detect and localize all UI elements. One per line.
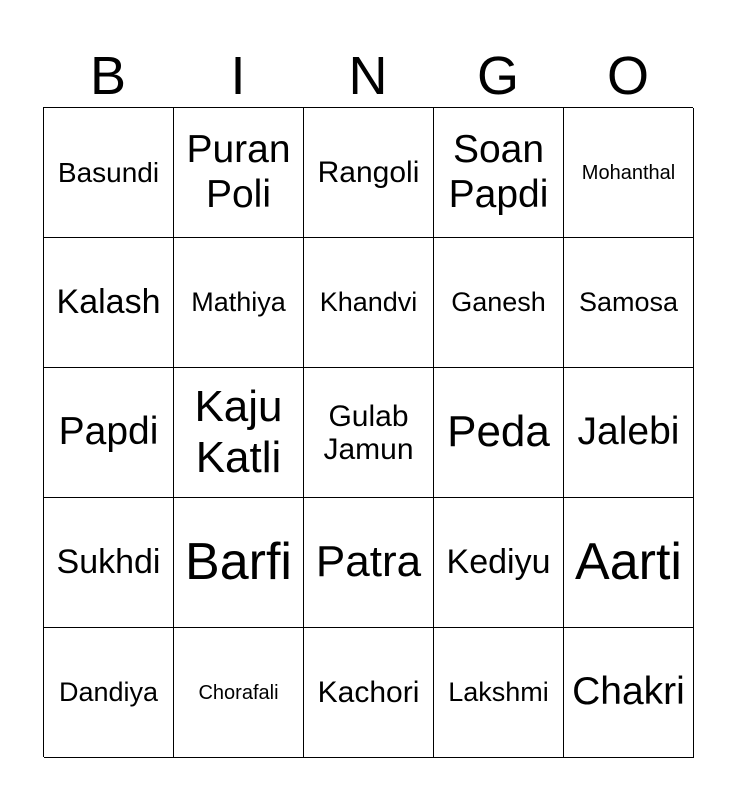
header-letter-b: B (89, 46, 127, 106)
cell-label: Basundi (57, 156, 160, 188)
bingo-cell[interactable] (434, 628, 564, 758)
cell-label: Samosa (578, 287, 679, 318)
cell-label: Dandiya (58, 677, 159, 708)
bingo-cell[interactable] (304, 368, 434, 498)
cell-label: Peda (447, 407, 550, 457)
bingo-card-grid (43, 107, 693, 757)
cell-label: Mathiya (191, 287, 286, 318)
cell-label: Sukhdi (56, 542, 161, 581)
cell-label: Rangoli (317, 156, 420, 189)
bingo-cell[interactable] (564, 498, 694, 628)
cell-label: Aarti (575, 532, 682, 591)
bingo-cell[interactable] (44, 628, 174, 758)
cell-label: Mohanthal (581, 161, 676, 184)
bingo-cell[interactable] (44, 108, 174, 238)
bingo-cell[interactable] (434, 238, 564, 368)
header-letter-o: O (606, 46, 649, 106)
bingo-cell[interactable] (174, 498, 304, 628)
bingo-cell[interactable] (304, 238, 434, 368)
bingo-cell[interactable] (564, 108, 694, 238)
header-letter-n: N (348, 46, 388, 106)
bingo-cell[interactable] (174, 108, 304, 238)
cell-label: Chorafali (198, 681, 279, 704)
bingo-cell[interactable] (564, 628, 694, 758)
bingo-cell[interactable] (44, 368, 174, 498)
cell-label: Puran Poli (186, 127, 291, 216)
cell-label: Papdi (58, 410, 159, 454)
bingo-cell[interactable] (174, 628, 304, 758)
cell-label: Kediyu (446, 542, 551, 581)
header-letter-g: G (476, 46, 519, 106)
cell-label: Barfi (185, 532, 292, 591)
bingo-cell[interactable] (564, 238, 694, 368)
bingo-cell[interactable] (304, 108, 434, 238)
bingo-cell[interactable] (304, 498, 434, 628)
bingo-header (43, 44, 693, 108)
bingo-cell[interactable] (44, 498, 174, 628)
bingo-cell[interactable] (434, 368, 564, 498)
cell-label: Chakri (572, 670, 685, 714)
cell-label: Khandvi (319, 287, 418, 318)
bingo-cell[interactable] (304, 628, 434, 758)
bingo-cell[interactable] (434, 498, 564, 628)
bingo-cell[interactable] (44, 238, 174, 368)
cell-label: Kaju Katli (194, 381, 283, 482)
bingo-cell[interactable] (434, 108, 564, 238)
cell-label: Patra (315, 537, 422, 587)
bingo-cell[interactable] (174, 368, 304, 498)
cell-label: Kachori (317, 676, 420, 709)
cell-label: Lakshmi (448, 676, 549, 707)
cell-label: Gulab Jamun (323, 399, 414, 466)
cell-label: Soan Papdi (448, 127, 549, 216)
cell-label: Ganesh (451, 287, 546, 318)
cell-label: Jalebi (577, 410, 680, 454)
bingo-cell[interactable] (564, 368, 694, 498)
header-letter-i: I (230, 46, 246, 106)
bingo-cell[interactable] (174, 238, 304, 368)
cell-label: Kalash (56, 282, 161, 321)
